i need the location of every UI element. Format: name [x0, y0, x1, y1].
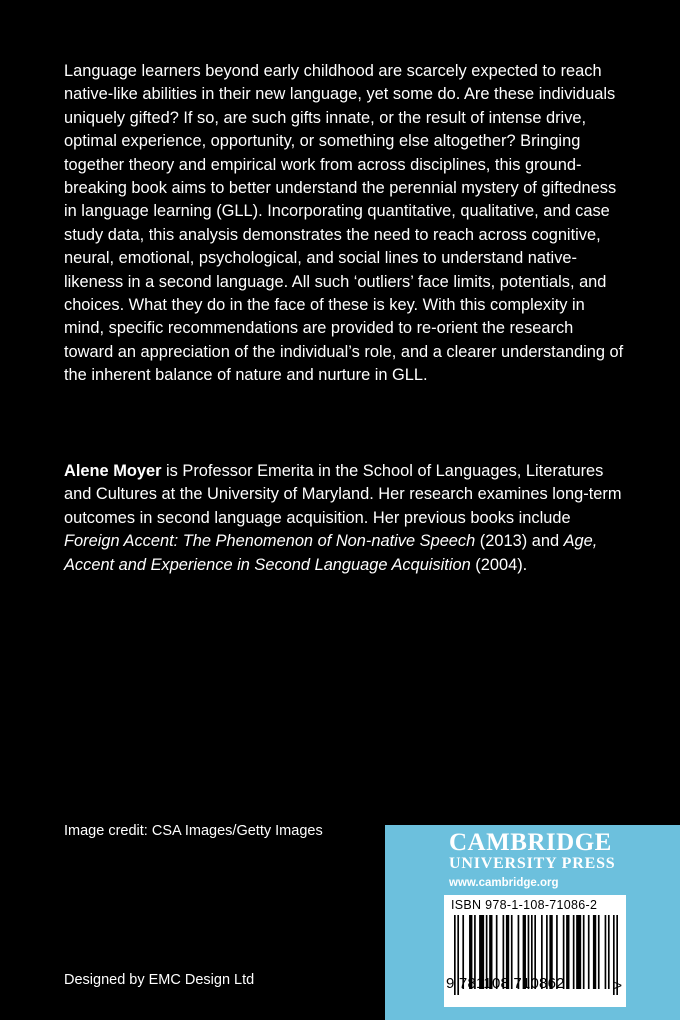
bio-book-2: Age, Accent and Experience in Second Language Acquisition	[64, 532, 598, 574]
author-bio	[64, 460, 624, 577]
barcode	[444, 895, 626, 1007]
bio-text-2: (2013) and	[475, 532, 564, 551]
back-cover-blurb: Language learners beyond early childhood are scarcely expected to reach native-like abilities in their new language, yet some do. Are these individuals uniquely gifted? If so, are such gifts innate, or the result of intense drive, optimal experience, opportunity, or something else altogether? Bringing together theory and empirical work from across disciplines, this ground-breaking book aims to better understand the perennial mystery of giftedness in language learning (GLL). Incorporating quantitative, qualitative, and case study data, this analysis demonstrates the need to reach across cognitive, neural, emotional, psychological, and social lines to understand native-likeness in a second language. All such ‘outliers’ face limits, potentials, and choices. What they do in the face of these is key. With this complexity in mind, specific recommendations are provided to re-orient the research toward an appreciation of the individual’s role, and a clearer understanding of the inherent balance of nature and nurture in GLL.	[64, 62, 624, 385]
isbn-label: ISBN 978-1-108-71086-2	[451, 898, 598, 912]
bio-book-1: Foreign Accent: The Phenomenon of Non-native Speech	[64, 532, 476, 551]
publisher-name: CAMBRIDGE	[449, 829, 612, 856]
image-credit: Image credit: CSA Images/Getty Images	[64, 823, 323, 839]
designer-credit: Designed by EMC Design Ltd	[64, 972, 255, 988]
barcode-digits: 9 781108 710862	[446, 975, 565, 992]
barcode-end-mark: >	[613, 977, 622, 993]
bio-text-1: is Professor Emerita in the School of Languages, Literatures and Cultures at the University of Maryland. Her research examines long-term outcomes in second language acquisition. Her previous books include	[64, 462, 622, 527]
publisher-url: www.cambridge.org	[449, 877, 559, 889]
publisher-panel	[385, 825, 680, 1020]
publisher-subname: UNIVERSITY PRESS	[449, 855, 616, 872]
author-name: Alene Moyer	[64, 462, 162, 480]
bio-text-3: (2004).	[470, 555, 528, 574]
